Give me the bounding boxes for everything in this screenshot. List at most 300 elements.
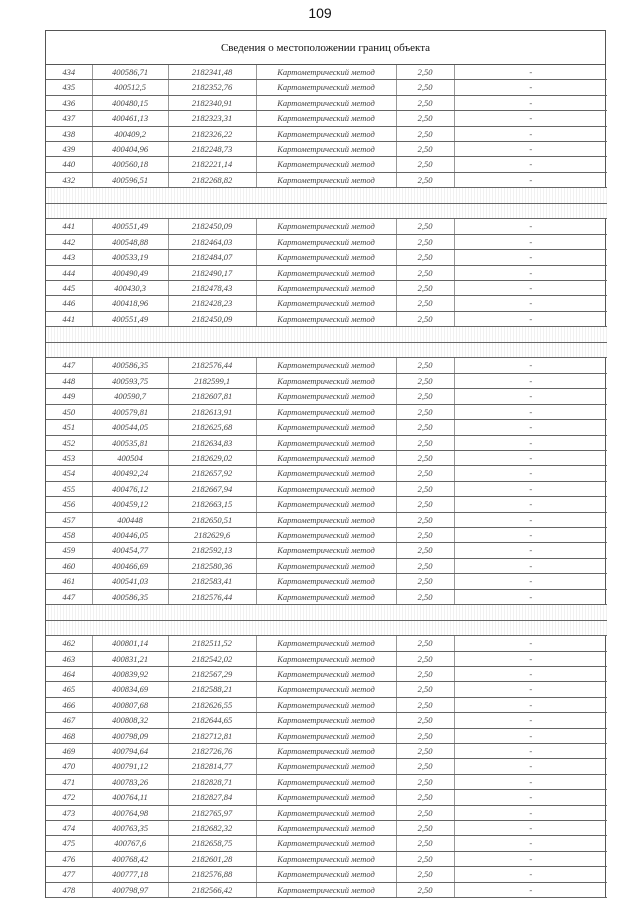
table-row <box>46 558 607 573</box>
table-row <box>46 435 607 450</box>
table-row <box>46 358 607 373</box>
point-number-cell: 461 <box>46 574 92 589</box>
description-cell: - <box>454 80 607 95</box>
description-cell: - <box>454 697 607 712</box>
x-coordinate-cell: 400798,97 <box>92 882 168 897</box>
table-row <box>46 497 607 512</box>
accuracy-cell: 2,50 <box>396 311 454 326</box>
x-coordinate-cell: 400590,7 <box>92 389 168 404</box>
table-row <box>46 389 607 404</box>
x-coordinate-cell: 400476,12 <box>92 481 168 496</box>
y-coordinate-cell: 2182580,36 <box>168 558 256 573</box>
y-coordinate-cell: 2182644,65 <box>168 713 256 728</box>
accuracy-cell: 2,50 <box>396 589 454 604</box>
point-number-cell: 465 <box>46 682 92 697</box>
method-cell: Картометрический метод <box>256 157 396 172</box>
x-coordinate-cell: 400579,81 <box>92 404 168 419</box>
description-cell: - <box>454 713 607 728</box>
x-coordinate-cell: 400430,3 <box>92 281 168 296</box>
method-cell: Картометрический метод <box>256 821 396 836</box>
accuracy-cell: 2,50 <box>396 404 454 419</box>
accuracy-cell: 2,50 <box>396 373 454 388</box>
point-number-cell: 451 <box>46 420 92 435</box>
accuracy-cell: 2,50 <box>396 882 454 897</box>
method-cell: Картометрический метод <box>256 95 396 110</box>
x-coordinate-cell: 400448 <box>92 512 168 527</box>
x-coordinate-cell: 400454,77 <box>92 543 168 558</box>
table-row <box>46 481 607 496</box>
table-row <box>46 296 607 311</box>
description-cell: - <box>454 404 607 419</box>
point-number-cell: 462 <box>46 636 92 651</box>
description-cell: - <box>454 589 607 604</box>
description-cell: - <box>454 157 607 172</box>
description-cell: - <box>454 790 607 805</box>
y-coordinate-cell: 2182450,09 <box>168 311 256 326</box>
description-cell: - <box>454 420 607 435</box>
method-cell: Картометрический метод <box>256 389 396 404</box>
y-coordinate-cell: 2182658,75 <box>168 836 256 851</box>
point-number-cell: 459 <box>46 543 92 558</box>
accuracy-cell: 2,50 <box>396 666 454 681</box>
y-coordinate-cell: 2182340,91 <box>168 95 256 110</box>
table-row <box>46 450 607 465</box>
point-number-cell: 436 <box>46 95 92 110</box>
x-coordinate-cell: 400586,35 <box>92 589 168 604</box>
section-title: Сведения о местоположении границ объекта <box>46 31 605 65</box>
y-coordinate-cell: 2182682,32 <box>168 821 256 836</box>
accuracy-cell: 2,50 <box>396 281 454 296</box>
accuracy-cell: 2,50 <box>396 682 454 697</box>
y-coordinate-cell: 2182326,22 <box>168 126 256 141</box>
point-number-cell: 471 <box>46 774 92 789</box>
boundary-coordinates-sheet <box>45 30 606 898</box>
group-separator-row <box>46 327 607 343</box>
description-cell: - <box>454 821 607 836</box>
y-coordinate-cell: 2182601,28 <box>168 851 256 866</box>
x-coordinate-cell: 400596,51 <box>92 172 168 187</box>
point-number-cell: 452 <box>46 435 92 450</box>
y-coordinate-cell: 2182599,1 <box>168 373 256 388</box>
point-number-cell: 447 <box>46 358 92 373</box>
method-cell: Картометрический метод <box>256 666 396 681</box>
group-separator-row <box>46 604 607 620</box>
x-coordinate-cell: 400459,12 <box>92 497 168 512</box>
point-number-cell: 457 <box>46 512 92 527</box>
method-cell: Картометрический метод <box>256 759 396 774</box>
table-row <box>46 265 607 280</box>
point-number-cell: 463 <box>46 651 92 666</box>
method-cell: Картометрический метод <box>256 111 396 126</box>
method-cell: Картометрический метод <box>256 450 396 465</box>
y-coordinate-cell: 2182450,09 <box>168 219 256 234</box>
y-coordinate-cell: 2182626,55 <box>168 697 256 712</box>
description-cell: - <box>454 497 607 512</box>
group-separator-cell <box>46 604 607 620</box>
point-number-cell: 442 <box>46 234 92 249</box>
y-coordinate-cell: 2182828,71 <box>168 774 256 789</box>
y-coordinate-cell: 2182607,81 <box>168 389 256 404</box>
accuracy-cell: 2,50 <box>396 512 454 527</box>
description-cell: - <box>454 636 607 651</box>
table-row <box>46 759 607 774</box>
accuracy-cell: 2,50 <box>396 389 454 404</box>
y-coordinate-cell: 2182490,17 <box>168 265 256 280</box>
table-row <box>46 527 607 542</box>
method-cell: Картометрический метод <box>256 126 396 141</box>
table-row <box>46 111 607 126</box>
method-cell: Картометрический метод <box>256 404 396 419</box>
description-cell: - <box>454 234 607 249</box>
y-coordinate-cell: 2182221,14 <box>168 157 256 172</box>
accuracy-cell: 2,50 <box>396 527 454 542</box>
y-coordinate-cell: 2182248,73 <box>168 142 256 157</box>
method-cell: Картометрический метод <box>256 851 396 866</box>
y-coordinate-cell: 2182576,44 <box>168 358 256 373</box>
point-number-cell: 456 <box>46 497 92 512</box>
table-row <box>46 851 607 866</box>
y-coordinate-cell: 2182511,52 <box>168 636 256 651</box>
table-row <box>46 666 607 681</box>
x-coordinate-cell: 400533,19 <box>92 250 168 265</box>
group-separator-cell <box>46 620 607 636</box>
table-row <box>46 713 607 728</box>
y-coordinate-cell: 2182657,92 <box>168 466 256 481</box>
accuracy-cell: 2,50 <box>396 435 454 450</box>
accuracy-cell: 2,50 <box>396 250 454 265</box>
point-number-cell: 441 <box>46 219 92 234</box>
point-number-cell: 432 <box>46 172 92 187</box>
x-coordinate-cell: 400504 <box>92 450 168 465</box>
table-row <box>46 95 607 110</box>
description-cell: - <box>454 65 607 80</box>
description-cell: - <box>454 774 607 789</box>
method-cell: Картометрический метод <box>256 250 396 265</box>
point-number-cell: 466 <box>46 697 92 712</box>
y-coordinate-cell: 2182634,83 <box>168 435 256 450</box>
table-row <box>46 219 607 234</box>
method-cell: Картометрический метод <box>256 728 396 743</box>
method-cell: Картометрический метод <box>256 589 396 604</box>
point-number-cell: 474 <box>46 821 92 836</box>
table-row <box>46 744 607 759</box>
table-row <box>46 790 607 805</box>
accuracy-cell: 2,50 <box>396 481 454 496</box>
point-number-cell: 441 <box>46 311 92 326</box>
x-coordinate-cell: 400807,68 <box>92 697 168 712</box>
point-number-cell: 472 <box>46 790 92 805</box>
accuracy-cell: 2,50 <box>396 358 454 373</box>
method-cell: Картометрический метод <box>256 543 396 558</box>
description-cell: - <box>454 481 607 496</box>
x-coordinate-cell: 400808,32 <box>92 713 168 728</box>
method-cell: Картометрический метод <box>256 882 396 897</box>
x-coordinate-cell: 400777,18 <box>92 867 168 882</box>
table-row <box>46 126 607 141</box>
description-cell: - <box>454 296 607 311</box>
table-row <box>46 728 607 743</box>
x-coordinate-cell: 400492,24 <box>92 466 168 481</box>
method-cell: Картометрический метод <box>256 373 396 388</box>
point-number-cell: 476 <box>46 851 92 866</box>
accuracy-cell: 2,50 <box>396 126 454 141</box>
point-number-cell: 437 <box>46 111 92 126</box>
x-coordinate-cell: 400461,13 <box>92 111 168 126</box>
x-coordinate-cell: 400767,6 <box>92 836 168 851</box>
y-coordinate-cell: 2182712,81 <box>168 728 256 743</box>
table-row <box>46 805 607 820</box>
y-coordinate-cell: 2182341,48 <box>168 65 256 80</box>
y-coordinate-cell: 2182576,88 <box>168 867 256 882</box>
description-cell: - <box>454 527 607 542</box>
description-cell: - <box>454 851 607 866</box>
method-cell: Картометрический метод <box>256 497 396 512</box>
point-number-cell: 460 <box>46 558 92 573</box>
accuracy-cell: 2,50 <box>396 728 454 743</box>
method-cell: Картометрический метод <box>256 172 396 187</box>
x-coordinate-cell: 400763,35 <box>92 821 168 836</box>
x-coordinate-cell: 400541,03 <box>92 574 168 589</box>
description-cell: - <box>454 311 607 326</box>
y-coordinate-cell: 2182650,51 <box>168 512 256 527</box>
group-separator-cell <box>46 203 607 219</box>
method-cell: Картометрический метод <box>256 420 396 435</box>
table-row <box>46 682 607 697</box>
description-cell: - <box>454 111 607 126</box>
x-coordinate-cell: 400490,49 <box>92 265 168 280</box>
accuracy-cell: 2,50 <box>396 697 454 712</box>
method-cell: Картометрический метод <box>256 311 396 326</box>
table-row <box>46 774 607 789</box>
y-coordinate-cell: 2182625,68 <box>168 420 256 435</box>
table-row <box>46 80 607 95</box>
description-cell: - <box>454 867 607 882</box>
accuracy-cell: 2,50 <box>396 157 454 172</box>
table-row <box>46 636 607 651</box>
x-coordinate-cell: 400791,12 <box>92 759 168 774</box>
y-coordinate-cell: 2182428,23 <box>168 296 256 311</box>
method-cell: Картометрический метод <box>256 867 396 882</box>
x-coordinate-cell: 400446,05 <box>92 527 168 542</box>
coordinates-table-body <box>46 65 607 898</box>
method-cell: Картометрический метод <box>256 574 396 589</box>
method-cell: Картометрический метод <box>256 651 396 666</box>
coordinates-table <box>46 65 607 898</box>
table-row <box>46 142 607 157</box>
group-separator-row <box>46 203 607 219</box>
method-cell: Картометрический метод <box>256 697 396 712</box>
description-cell: - <box>454 666 607 681</box>
table-row <box>46 311 607 326</box>
description-cell: - <box>454 126 607 141</box>
x-coordinate-cell: 400768,42 <box>92 851 168 866</box>
point-number-cell: 449 <box>46 389 92 404</box>
point-number-cell: 446 <box>46 296 92 311</box>
point-number-cell: 439 <box>46 142 92 157</box>
x-coordinate-cell: 400831,21 <box>92 651 168 666</box>
point-number-cell: 450 <box>46 404 92 419</box>
method-cell: Картометрический метод <box>256 805 396 820</box>
y-coordinate-cell: 2182588,21 <box>168 682 256 697</box>
x-coordinate-cell: 400801,14 <box>92 636 168 651</box>
method-cell: Картометрический метод <box>256 481 396 496</box>
accuracy-cell: 2,50 <box>396 497 454 512</box>
method-cell: Картометрический метод <box>256 836 396 851</box>
y-coordinate-cell: 2182765,97 <box>168 805 256 820</box>
point-number-cell: 447 <box>46 589 92 604</box>
x-coordinate-cell: 400512,5 <box>92 80 168 95</box>
x-coordinate-cell: 400551,49 <box>92 219 168 234</box>
table-row <box>46 65 607 80</box>
accuracy-cell: 2,50 <box>396 867 454 882</box>
x-coordinate-cell: 400586,35 <box>92 358 168 373</box>
point-number-cell: 443 <box>46 250 92 265</box>
point-number-cell: 478 <box>46 882 92 897</box>
table-row <box>46 420 607 435</box>
description-cell: - <box>454 435 607 450</box>
accuracy-cell: 2,50 <box>396 821 454 836</box>
accuracy-cell: 2,50 <box>396 651 454 666</box>
point-number-cell: 454 <box>46 466 92 481</box>
description-cell: - <box>454 574 607 589</box>
x-coordinate-cell: 400466,69 <box>92 558 168 573</box>
description-cell: - <box>454 805 607 820</box>
group-separator-row <box>46 342 607 358</box>
table-row <box>46 404 607 419</box>
table-row <box>46 466 607 481</box>
point-number-cell: 475 <box>46 836 92 851</box>
accuracy-cell: 2,50 <box>396 219 454 234</box>
accuracy-cell: 2,50 <box>396 713 454 728</box>
method-cell: Картометрический метод <box>256 234 396 249</box>
description-cell: - <box>454 744 607 759</box>
point-number-cell: 438 <box>46 126 92 141</box>
accuracy-cell: 2,50 <box>396 774 454 789</box>
x-coordinate-cell: 400783,26 <box>92 774 168 789</box>
x-coordinate-cell: 400535,81 <box>92 435 168 450</box>
method-cell: Картометрический метод <box>256 512 396 527</box>
point-number-cell: 464 <box>46 666 92 681</box>
y-coordinate-cell: 2182726,76 <box>168 744 256 759</box>
x-coordinate-cell: 400764,11 <box>92 790 168 805</box>
point-number-cell: 458 <box>46 527 92 542</box>
accuracy-cell: 2,50 <box>396 558 454 573</box>
y-coordinate-cell: 2182576,44 <box>168 589 256 604</box>
accuracy-cell: 2,50 <box>396 65 454 80</box>
table-row <box>46 281 607 296</box>
method-cell: Картометрический метод <box>256 435 396 450</box>
x-coordinate-cell: 400544,05 <box>92 420 168 435</box>
description-cell: - <box>454 389 607 404</box>
y-coordinate-cell: 2182542,02 <box>168 651 256 666</box>
method-cell: Картометрический метод <box>256 65 396 80</box>
y-coordinate-cell: 2182629,6 <box>168 527 256 542</box>
accuracy-cell: 2,50 <box>396 420 454 435</box>
description-cell: - <box>454 172 607 187</box>
x-coordinate-cell: 400548,88 <box>92 234 168 249</box>
method-cell: Картометрический метод <box>256 219 396 234</box>
method-cell: Картометрический метод <box>256 774 396 789</box>
description-cell: - <box>454 373 607 388</box>
method-cell: Картометрический метод <box>256 744 396 759</box>
y-coordinate-cell: 2182667,94 <box>168 481 256 496</box>
description-cell: - <box>454 265 607 280</box>
y-coordinate-cell: 2182592,13 <box>168 543 256 558</box>
group-separator-cell <box>46 188 607 204</box>
x-coordinate-cell: 400798,09 <box>92 728 168 743</box>
point-number-cell: 440 <box>46 157 92 172</box>
description-cell: - <box>454 219 607 234</box>
accuracy-cell: 2,50 <box>396 805 454 820</box>
description-cell: - <box>454 543 607 558</box>
accuracy-cell: 2,50 <box>396 234 454 249</box>
y-coordinate-cell: 2182663,15 <box>168 497 256 512</box>
y-coordinate-cell: 2182478,43 <box>168 281 256 296</box>
table-row <box>46 373 607 388</box>
point-number-cell: 434 <box>46 65 92 80</box>
point-number-cell: 473 <box>46 805 92 820</box>
x-coordinate-cell: 400593,75 <box>92 373 168 388</box>
method-cell: Картометрический метод <box>256 682 396 697</box>
y-coordinate-cell: 2182613,91 <box>168 404 256 419</box>
method-cell: Картометрический метод <box>256 466 396 481</box>
method-cell: Картометрический метод <box>256 713 396 728</box>
accuracy-cell: 2,50 <box>396 265 454 280</box>
accuracy-cell: 2,50 <box>396 95 454 110</box>
accuracy-cell: 2,50 <box>396 836 454 851</box>
table-row <box>46 574 607 589</box>
method-cell: Картометрический метод <box>256 790 396 805</box>
x-coordinate-cell: 400418,96 <box>92 296 168 311</box>
description-cell: - <box>454 682 607 697</box>
method-cell: Картометрический метод <box>256 142 396 157</box>
description-cell: - <box>454 281 607 296</box>
point-number-cell: 453 <box>46 450 92 465</box>
table-row <box>46 157 607 172</box>
method-cell: Картометрический метод <box>256 281 396 296</box>
accuracy-cell: 2,50 <box>396 744 454 759</box>
table-row <box>46 836 607 851</box>
description-cell: - <box>454 512 607 527</box>
y-coordinate-cell: 2182268,82 <box>168 172 256 187</box>
point-number-cell: 477 <box>46 867 92 882</box>
point-number-cell: 445 <box>46 281 92 296</box>
x-coordinate-cell: 400764,98 <box>92 805 168 820</box>
x-coordinate-cell: 400404,96 <box>92 142 168 157</box>
accuracy-cell: 2,50 <box>396 790 454 805</box>
method-cell: Картометрический метод <box>256 527 396 542</box>
table-row <box>46 589 607 604</box>
description-cell: - <box>454 558 607 573</box>
y-coordinate-cell: 2182484,07 <box>168 250 256 265</box>
table-row <box>46 867 607 882</box>
accuracy-cell: 2,50 <box>396 172 454 187</box>
point-number-cell: 469 <box>46 744 92 759</box>
description-cell: - <box>454 836 607 851</box>
point-number-cell: 448 <box>46 373 92 388</box>
x-coordinate-cell: 400839,92 <box>92 666 168 681</box>
x-coordinate-cell: 400480,15 <box>92 95 168 110</box>
description-cell: - <box>454 466 607 481</box>
point-number-cell: 468 <box>46 728 92 743</box>
x-coordinate-cell: 400794,64 <box>92 744 168 759</box>
description-cell: - <box>454 95 607 110</box>
y-coordinate-cell: 2182814,77 <box>168 759 256 774</box>
accuracy-cell: 2,50 <box>396 543 454 558</box>
description-cell: - <box>454 142 607 157</box>
table-row <box>46 512 607 527</box>
x-coordinate-cell: 400551,49 <box>92 311 168 326</box>
